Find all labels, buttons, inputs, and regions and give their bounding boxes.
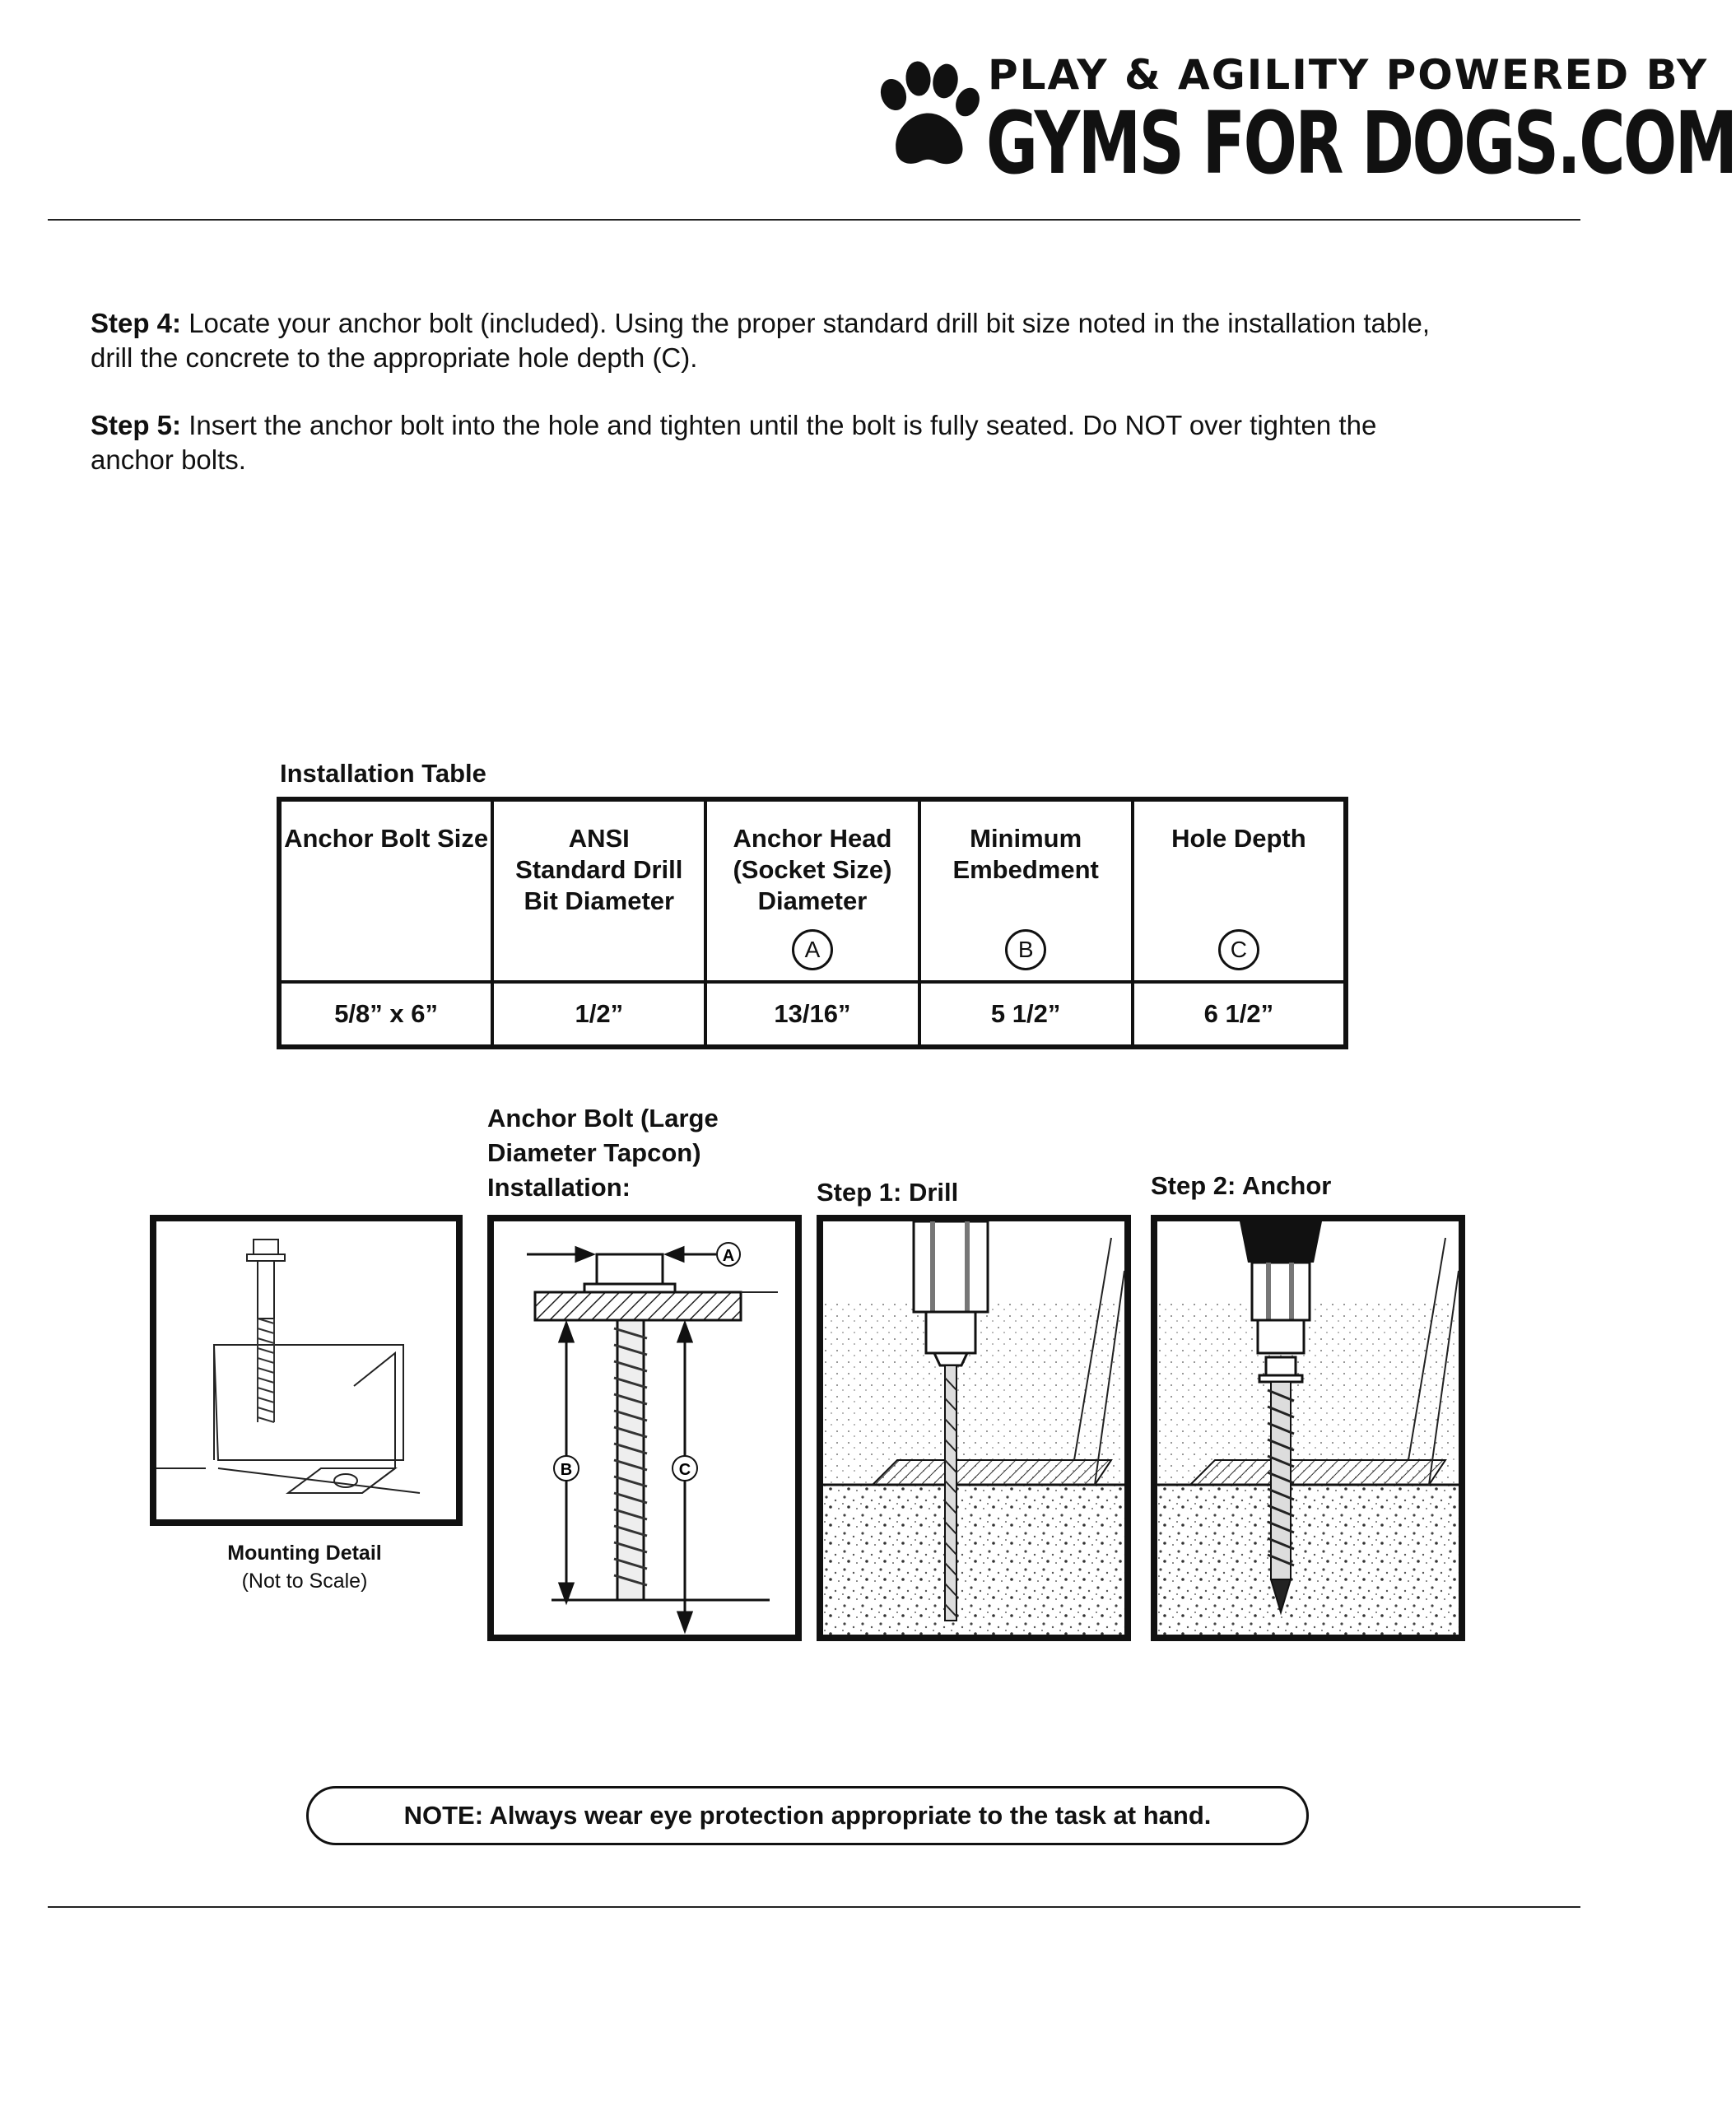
step-4-text xyxy=(91,306,1449,375)
step-4-label: Step 4: xyxy=(91,308,182,338)
dimension-b-label: B xyxy=(560,1461,573,1479)
step-5-text xyxy=(91,408,1449,477)
header-text: Minimum Embedment xyxy=(952,824,1099,884)
header-divider xyxy=(48,219,1580,221)
step1-drill-figure xyxy=(817,1215,1131,1641)
step-5-label: Step 5: xyxy=(91,410,182,440)
step1-caption: Step 1: Drill xyxy=(817,1178,959,1207)
marker-a: A xyxy=(792,929,833,970)
step2-anchor-figure xyxy=(1151,1215,1465,1641)
anchor-bolt-dimension-figure xyxy=(487,1215,802,1641)
brand-name: GYMS FOR DOGS.COM xyxy=(986,93,1736,193)
marker-b: B xyxy=(1005,929,1046,970)
table-row xyxy=(279,982,1346,1047)
anchor-bolt-dimension-illustration xyxy=(494,1221,795,1635)
cell-hole-depth: 6 1/2” xyxy=(1133,982,1346,1047)
header-hole-depth xyxy=(1133,799,1346,982)
safety-note: NOTE: Always wear eye protection appropriate to the task at hand. xyxy=(306,1786,1309,1845)
header-text: Anchor Bolt Size xyxy=(284,824,489,853)
cell-embedment: 5 1/2” xyxy=(919,982,1133,1047)
mounting-caption xyxy=(151,1539,458,1595)
cell-head-diameter: 13/16” xyxy=(705,982,919,1047)
table-header-row xyxy=(279,799,1346,982)
marker-c: C xyxy=(1218,929,1259,970)
mounting-caption-note: (Not to Scale) xyxy=(241,1570,368,1593)
brand-logo xyxy=(864,49,1736,198)
dimension-a-label: A xyxy=(722,1247,735,1265)
header-minimum-embedment xyxy=(919,799,1133,982)
step-5-body: Insert the anchor bolt into the hole and tighten until the bolt is fully seated. Do NOT over tighten the anchor bolts. xyxy=(91,410,1377,475)
cell-drill-bit: 1/2” xyxy=(492,982,705,1047)
installation-caption: Anchor Bolt (Large Diameter Tapcon) Installation: xyxy=(487,1104,719,1202)
header-drill-bit-diameter xyxy=(492,799,705,982)
mounting-detail-figure xyxy=(150,1215,463,1526)
installation-table xyxy=(277,797,1348,1049)
dimension-c-label: C xyxy=(678,1461,691,1479)
cell-bolt-size: 5/8” x 6” xyxy=(279,982,492,1047)
mounting-caption-title: Mounting Detail xyxy=(227,1542,382,1565)
step-4-body: Locate your anchor bolt (included). Using the proper standard drill bit size noted in the installation table, drill the concrete to the appropriate hole depth (C). xyxy=(91,308,1431,373)
header-text: Anchor Head (Socket Size) Diameter xyxy=(733,824,892,915)
header-text: ANSI Standard Drill Bit Diameter xyxy=(515,824,683,915)
header-anchor-head-diameter xyxy=(705,799,919,982)
step2-caption: Step 2: Anchor xyxy=(1151,1171,1332,1200)
header-text: Hole Depth xyxy=(1171,824,1306,853)
mounting-detail-illustration xyxy=(156,1221,456,1519)
paw-print-icon xyxy=(864,58,992,181)
footer-divider xyxy=(48,1906,1580,1908)
brand-tagline: PLAY & AGILITY POWERED BY xyxy=(988,51,1709,99)
anchor-illustration xyxy=(1157,1221,1459,1635)
header-anchor-bolt-size xyxy=(279,799,492,982)
installation-table-title: Installation Table xyxy=(280,759,486,788)
drill-illustration xyxy=(823,1221,1124,1635)
